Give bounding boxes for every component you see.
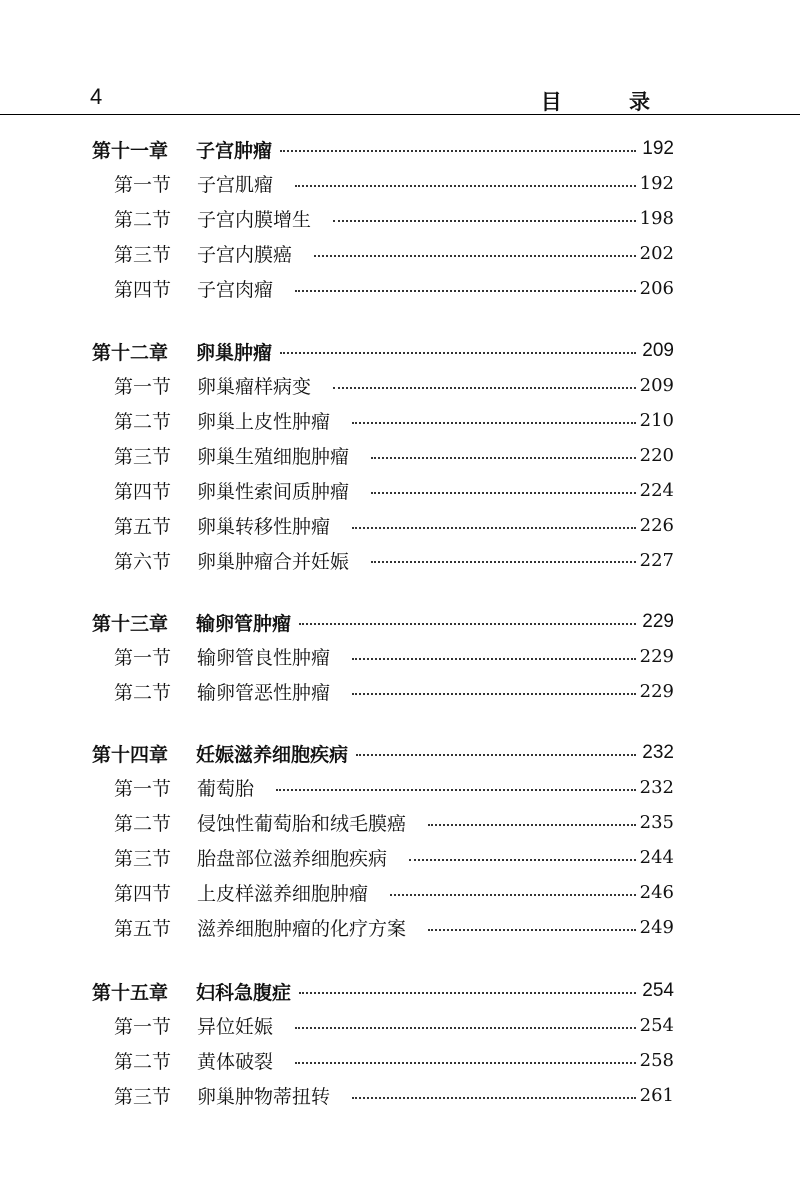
section-number: 第一节 [114, 647, 172, 670]
chapter-number: 第十五章 [92, 981, 169, 1004]
section-page: 192 [639, 173, 674, 195]
section-number: 第一节 [114, 778, 172, 801]
section-number: 第六节 [114, 550, 172, 573]
section-number: 第五节 [114, 918, 172, 940]
section-entry[interactable] [0, 911, 800, 945]
chapter-title: 妊娠滋养细胞疾病 [196, 743, 349, 766]
section-page: 258 [639, 1050, 674, 1072]
section-page: 244 [639, 847, 674, 869]
chapter-page: 192 [642, 138, 674, 159]
dot-leader [314, 255, 636, 257]
section-entry[interactable] [0, 404, 800, 438]
dot-leader [356, 754, 636, 756]
chapter-title: 子宫肿瘤 [196, 139, 273, 162]
dot-leader [299, 992, 636, 994]
header-rule [0, 114, 800, 115]
dot-leader [352, 693, 636, 695]
dot-leader [371, 492, 636, 494]
dot-leader [352, 422, 636, 424]
section-entry[interactable] [0, 272, 800, 306]
section-title: 子宫肌瘤 [197, 174, 274, 197]
section-page: 232 [639, 777, 674, 799]
section-number: 第三节 [114, 244, 172, 267]
dot-leader [295, 1027, 636, 1029]
section-number: 第三节 [114, 446, 172, 469]
section-entry[interactable] [0, 369, 800, 403]
section-entry[interactable] [0, 771, 800, 805]
running-title: 目 录 [540, 89, 680, 114]
section-title: 侵蚀性葡萄胎和绒毛膜癌 [197, 813, 407, 836]
section-page: 254 [639, 1015, 674, 1037]
section-title: 卵巢瘤样病变 [197, 376, 312, 399]
dot-leader [371, 561, 636, 563]
section-title: 葡萄胎 [197, 778, 255, 801]
section-entry[interactable] [0, 841, 800, 875]
dot-leader [280, 352, 636, 354]
section-entry[interactable] [0, 543, 800, 577]
chapter-page: 254 [642, 980, 674, 1001]
dot-leader [276, 789, 636, 791]
dot-leader [295, 290, 636, 292]
section-entry[interactable] [0, 509, 800, 543]
section-entry[interactable] [0, 1009, 800, 1043]
section-page: 226 [639, 515, 674, 536]
section-title: 上皮样滋养细胞肿瘤 [197, 883, 369, 906]
section-number: 第三节 [114, 848, 172, 871]
section-title: 输卵管良性肿瘤 [197, 647, 331, 670]
section-number: 第一节 [114, 376, 172, 399]
chapter-number: 第十四章 [92, 743, 169, 766]
chapter-entry[interactable] [0, 605, 800, 639]
chapter-entry[interactable] [0, 132, 800, 166]
section-entry[interactable] [0, 237, 800, 271]
section-title: 卵巢上皮性肿瘤 [197, 411, 331, 434]
section-entry[interactable] [0, 1044, 800, 1078]
chapter-entry[interactable] [0, 974, 800, 1008]
section-number: 第四节 [114, 481, 172, 504]
section-number: 第五节 [114, 516, 172, 538]
chapter-title: 卵巢肿瘤 [196, 341, 273, 364]
chapter-entry[interactable] [0, 334, 800, 368]
section-entry[interactable] [0, 439, 800, 473]
section-entry[interactable] [0, 1079, 800, 1113]
section-title: 卵巢生殖细胞肿瘤 [197, 446, 350, 469]
section-number: 第二节 [114, 813, 172, 836]
section-page: 202 [639, 243, 674, 265]
dot-leader [299, 623, 636, 625]
section-number: 第二节 [114, 209, 172, 232]
dot-leader [428, 929, 636, 931]
section-title: 卵巢肿物蒂扭转 [197, 1086, 331, 1109]
chapter-number: 第十二章 [92, 341, 169, 364]
section-page: 224 [639, 480, 674, 502]
section-page: 249 [639, 917, 674, 938]
chapter-title: 输卵管肿瘤 [196, 612, 292, 635]
section-page: 261 [639, 1085, 674, 1107]
section-title: 卵巢肿瘤合并妊娠 [197, 550, 350, 573]
dot-leader [333, 387, 636, 389]
section-entry[interactable] [0, 167, 800, 201]
section-number: 第二节 [114, 1051, 172, 1074]
section-title: 输卵管恶性肿瘤 [197, 682, 331, 705]
section-title: 子宫内膜癌 [197, 244, 293, 267]
dot-leader [409, 859, 636, 861]
section-number: 第三节 [114, 1086, 172, 1109]
dot-leader [428, 824, 636, 826]
dot-leader [352, 527, 636, 529]
chapter-title: 妇科急腹症 [196, 981, 292, 1004]
section-number: 第四节 [114, 279, 172, 302]
section-entry[interactable] [0, 806, 800, 840]
section-title: 滋养细胞肿瘤的化疗方案 [197, 918, 407, 940]
section-entry[interactable] [0, 675, 800, 709]
section-title: 异位妊娠 [197, 1016, 274, 1039]
section-page: 220 [639, 445, 674, 467]
dot-leader [280, 150, 636, 152]
section-number: 第一节 [114, 174, 172, 197]
dot-leader [295, 1062, 636, 1064]
section-page: 235 [639, 812, 674, 834]
page-number: 4 [90, 84, 103, 109]
section-page: 229 [639, 681, 674, 703]
section-page: 229 [639, 646, 674, 668]
chapter-page: 232 [642, 742, 674, 763]
dot-leader [295, 185, 636, 187]
chapter-number: 第十一章 [92, 139, 169, 162]
section-entry[interactable] [0, 202, 800, 236]
dot-leader [333, 220, 636, 222]
section-number: 第二节 [114, 411, 172, 434]
dot-leader [352, 658, 636, 660]
section-page: 227 [639, 549, 674, 571]
section-entry[interactable] [0, 474, 800, 508]
chapter-page: 209 [642, 340, 674, 361]
section-page: 198 [639, 208, 674, 230]
chapter-entry[interactable] [0, 736, 800, 770]
section-page: 246 [639, 882, 674, 904]
section-title: 子宫内膜增生 [197, 209, 312, 232]
section-title: 黄体破裂 [197, 1051, 274, 1074]
section-title: 卵巢转移性肿瘤 [197, 516, 331, 538]
dot-leader [371, 457, 636, 459]
section-number: 第一节 [114, 1016, 172, 1039]
section-number: 第四节 [114, 883, 172, 906]
chapter-number: 第十三章 [92, 612, 169, 635]
section-title: 胎盘部位滋养细胞疾病 [197, 848, 388, 871]
section-title: 卵巢性索间质肿瘤 [197, 481, 350, 504]
section-entry[interactable] [0, 640, 800, 674]
section-page: 206 [639, 278, 674, 300]
chapter-page: 229 [642, 611, 674, 632]
section-page: 209 [639, 375, 674, 397]
section-title: 子宫肉瘤 [197, 279, 274, 302]
section-entry[interactable] [0, 876, 800, 910]
dot-leader [390, 894, 636, 896]
section-page: 210 [639, 410, 674, 432]
section-number: 第二节 [114, 682, 172, 705]
dot-leader [352, 1097, 636, 1099]
